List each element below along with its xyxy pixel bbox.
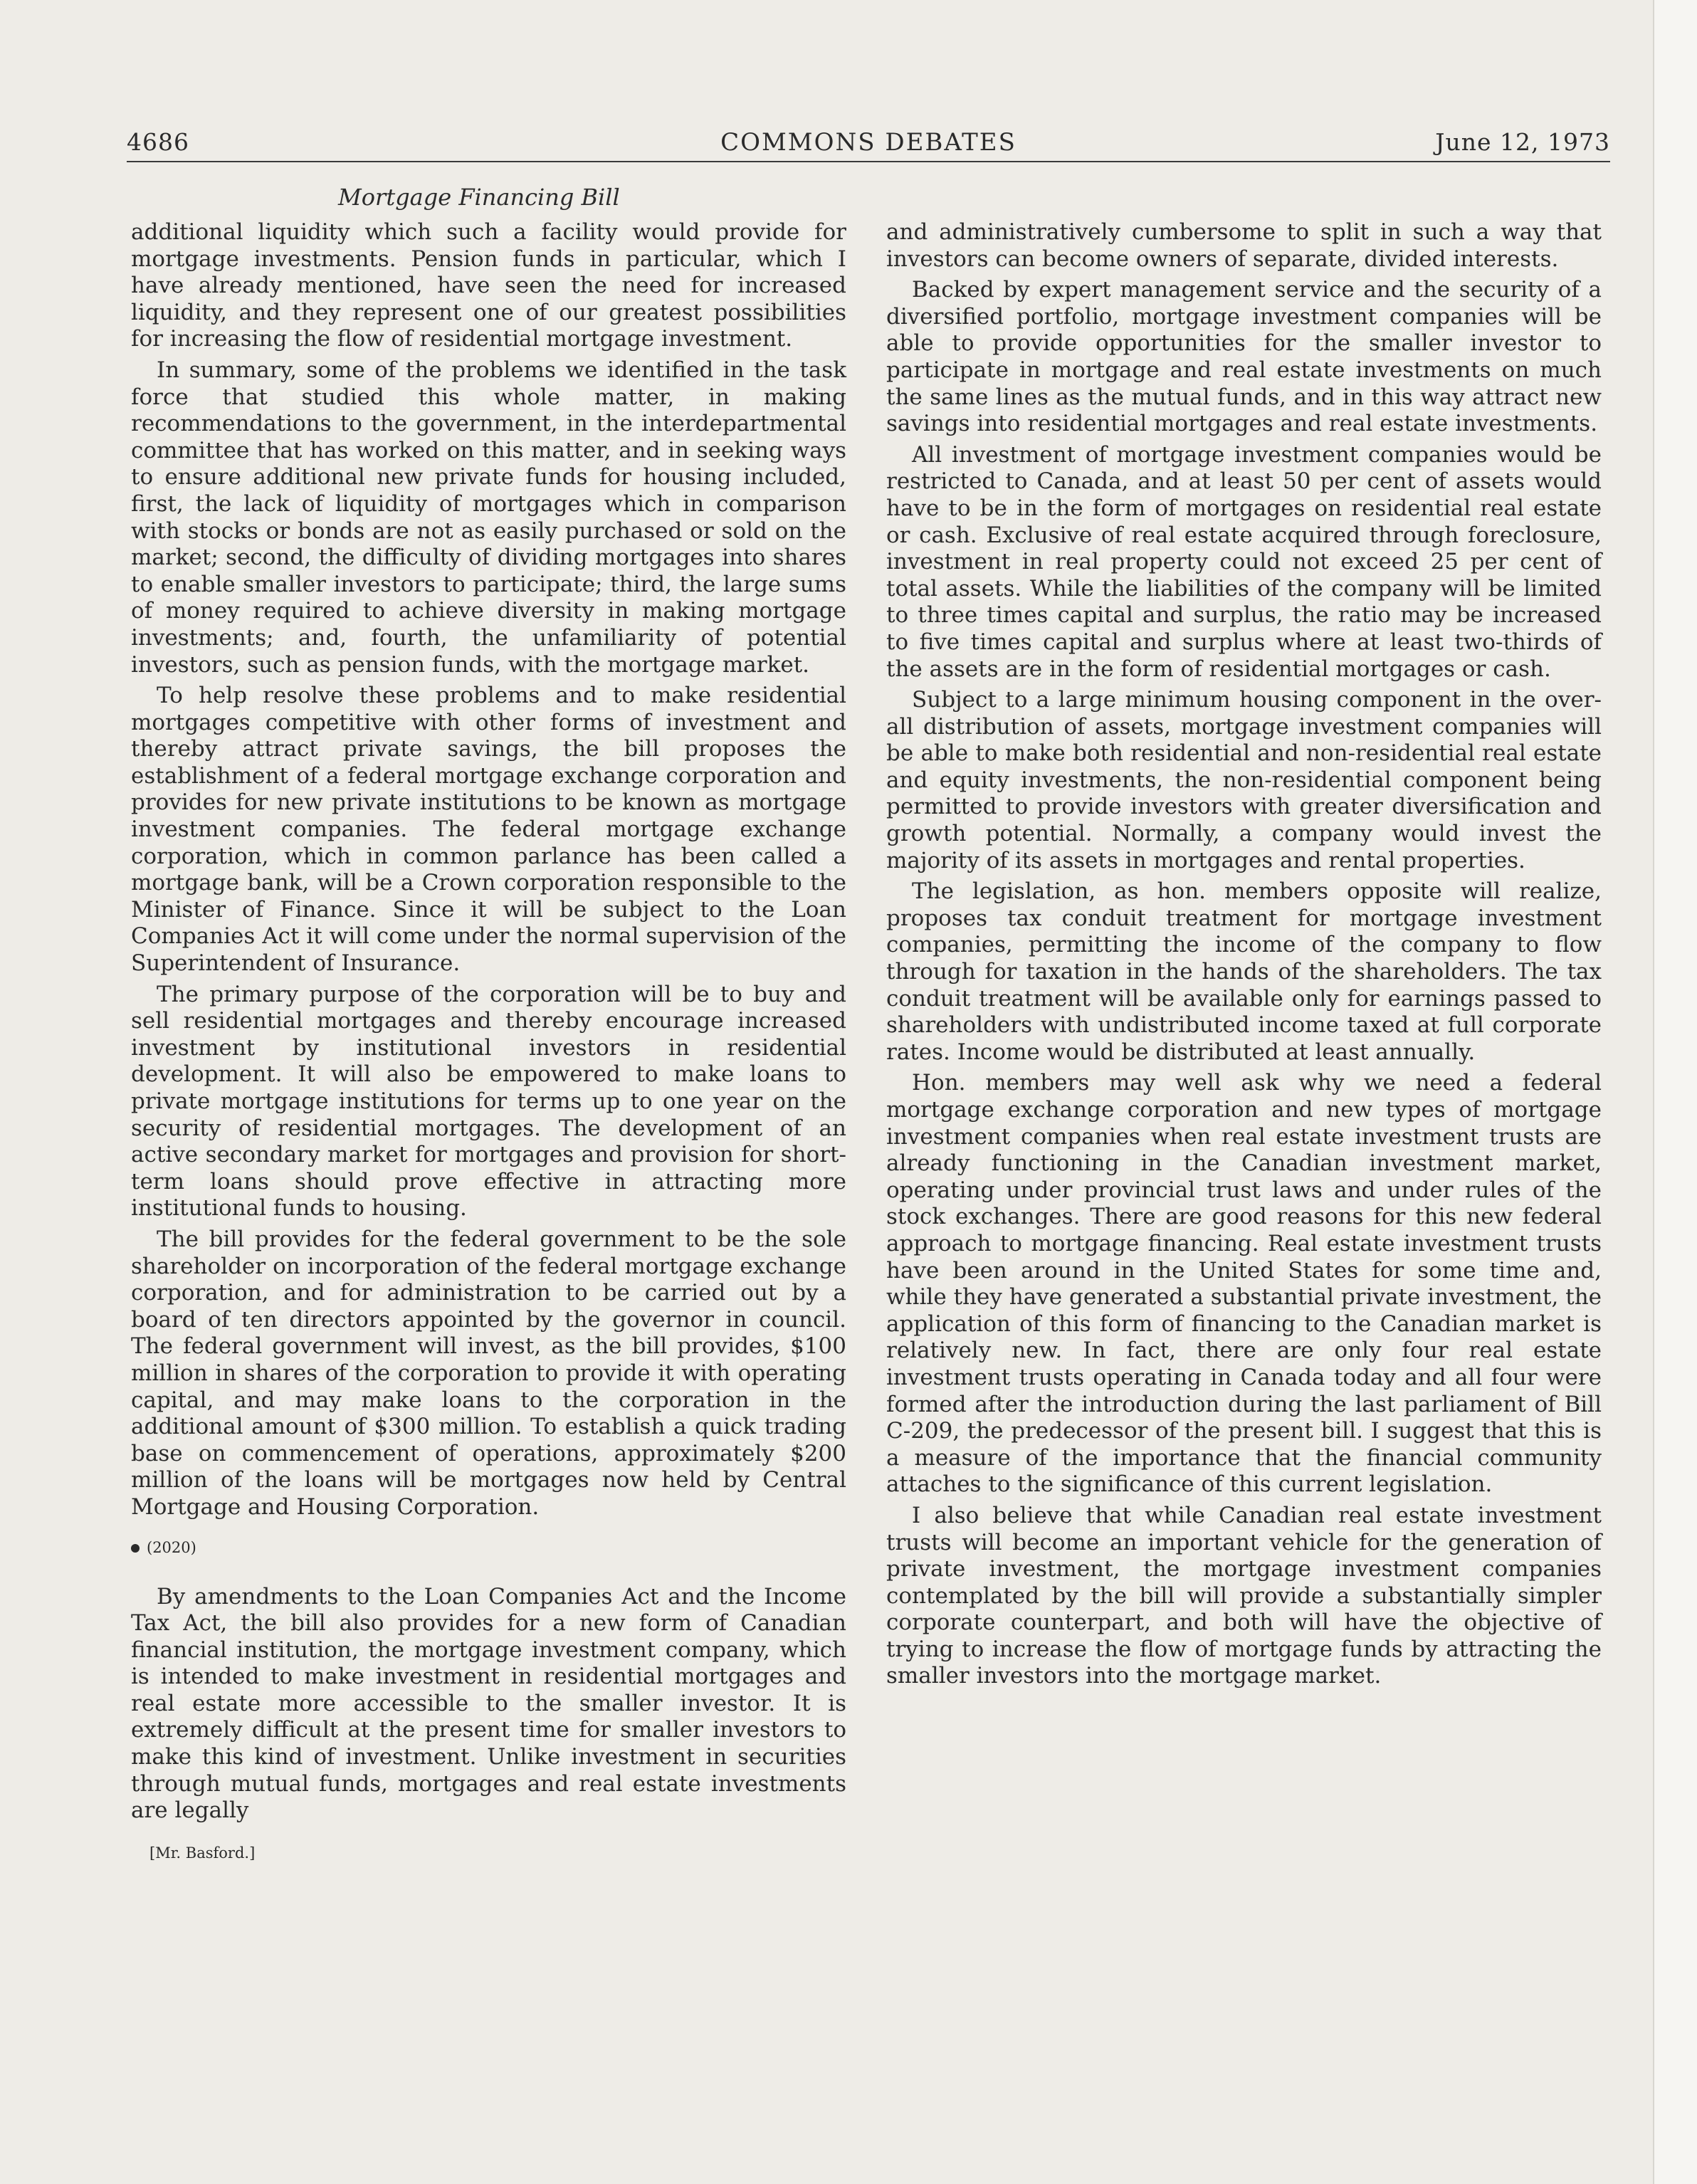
- paragraph: The legislation, as hon. members opposite will realize, proposes tax conduit treatment for mortgage investment companies, permitting the income of the company to flow through for taxation in the hands of the shareholders. The tax conduit treatment will be available only for earnings passed to shareholders with undistributed income taxed at full corporate rates. Income would be distributed at least annually.: [886, 878, 1602, 1065]
- paragraph: and administratively cumbersome to split in such a way that investors can become owners of separate, divided interests.: [886, 219, 1602, 272]
- publication-date: June 12, 1973: [1435, 128, 1610, 156]
- paragraph: By amendments to the Loan Companies Act and the Income Tax Act, the bill also provides for a new form of Canadian financial institution, the mortgage investment company, which is intended to make investment in residential mortgages and real estate more accessible to the smaller investor. It is extremely difficult at the present time for smaller investors to make this kind of investment. Unlike investment in securities through mutual funds, mortgages and real estate investments are legally: [131, 1583, 846, 1824]
- section-subheading: Mortgage Financing Bill: [338, 184, 620, 211]
- paragraph: Hon. members may well ask why we need a federal mortgage exchange corporation and new types of mortgage investment companies when real estate investment trusts are already functioning in the Canadian investment market, operating under provincial trust laws and under rules of the stock exchanges. There are good reasons for this new federal approach to mortgage financing. Real estate investment trusts have been around in the United States for some time and, while they have generated a substantial private investment, the application of this form of financing to the Canadian market is relatively new. In fact, there are only four real estate investment trusts operating in Canada today and all four were formed after the introduction during the last parliament of Bill C-209, the predecessor of the present bill. I suggest that this is a measure of the importance that the financial community attaches to the significance of this current legislation.: [886, 1070, 1602, 1498]
- paragraph: All investment of mortgage investment companies would be restricted to Canada, and at least 50 per cent of assets would have to be in the form of mortgages on residential real estate or cash. Exclusive of real estate acquired through foreclosure, investment in real property could not exceed 25 per cent of total assets. While the liabilities of the company will be limited to three times capital and surplus, the ratio may be increased to five times capital and surplus where at least two-thirds of the assets are in the form of residential mortgages or cash.: [886, 441, 1602, 682]
- paragraph: I also believe that while Canadian real estate investment trusts will become an important vehicle for the generation of private investment, the mortgage investment companies contemplated by the bill will provide a substantially simpler corporate counterpart, and both will have the objective of trying to increase the flow of mortgage funds by attracting the smaller investors into the mortgage market.: [886, 1502, 1602, 1689]
- paragraph: additional liquidity which such a facility would provide for mortgage investments. Pension funds in particular, which I have already mentioned, have seen the need for increased liquidity, and they represent one of our greatest possibilities for increasing the flow of residential mortgage investment.: [131, 219, 846, 352]
- paragraph: Subject to a large minimum housing component in the over-all distribution of assets, mortgage investment companies will be able to make both residential and non-residential real estate and equity investments, the non-residential component being permitted to provide investors with greater diversification and growth potential. Normally, a company would invest the majority of its assets in mortgages and rental properties.: [886, 687, 1602, 873]
- page-number: 4686: [127, 128, 189, 156]
- paragraph: In summary, some of the problems we identified in the task force that studied this whole matter, in making recommendations to the government, in the interdepartmental committee that has worked on this matter, and in seeking ways to ensure additional new private funds for housing included, first, the lack of liquidity of mortgages which in comparison with stocks or bonds are not as easily purchased or sold on the market; second, the difficulty of dividing mortgages into shares to enable smaller investors to participate; third, the large sums of money required to achieve diversity in making mortgage investments; and, fourth, the unfamiliarity of potential investors, such as pension funds, with the mortgage market.: [131, 357, 846, 678]
- paragraph: The primary purpose of the corporation will be to buy and sell residential mortgages and thereby encourage increased investment by institutional investors in residential development. It will also be empowered to make loans to private mortgage institutions for terms up to one year on the security of residential mortgages. The development of an active secondary market for mortgages and provision for short-term loans should prove effective in attracting more institutional funds to housing.: [131, 981, 846, 1222]
- speaker-attribution: [Mr. Basford.]: [149, 1844, 256, 1862]
- page-header: [127, 127, 1610, 162]
- paragraph: Backed by expert management service and the security of a diversified portfolio, mortgage investment companies will be able to provide opportunities for the smaller investor to participate in mortgage and real estate investments on much the same lines as the mutual funds, and in this way attract new savings into residential mortgages and real estate investments.: [886, 277, 1602, 437]
- time-marker-text: (2020): [147, 1538, 196, 1556]
- paragraph: To help resolve these problems and to make residential mortgages competitive with other forms of investment and thereby attract private savings, the bill proposes the establishment of a federal mortgage exchange corporation and provides for new private institutions to be known as mortgage investment companies. The federal mortgage exchange corporation, which in common parlance has been called a mortgage bank, will be a Crown corporation responsible to the Minister of Finance. Since it will be subject to the Loan Companies Act it will come under the normal supervision of the Superintendent of Insurance.: [131, 683, 846, 977]
- paragraph: The bill provides for the federal government to be the sole shareholder on incorporation of the federal mortgage exchange corporation, and for administration to be carried out by a board of ten directors appointed by the governor in council. The federal government will invest, as the bill provides, $100 million in shares of the corporation to provide it with operating capital, and may make loans to the corporation in the additional amount of $300 million. To establish a quick trading base on commencement of operations, approximately $200 million of the loans will be mortgages now held by Central Mortgage and Housing Corporation.: [131, 1226, 846, 1520]
- bullet-icon: [131, 1544, 140, 1553]
- page-edge: [1653, 0, 1697, 2184]
- time-marker: [131, 1537, 846, 1558]
- left-column: [131, 219, 846, 1867]
- right-column: [886, 219, 1602, 1694]
- publication-title: COMMONS DEBATES: [720, 128, 1016, 157]
